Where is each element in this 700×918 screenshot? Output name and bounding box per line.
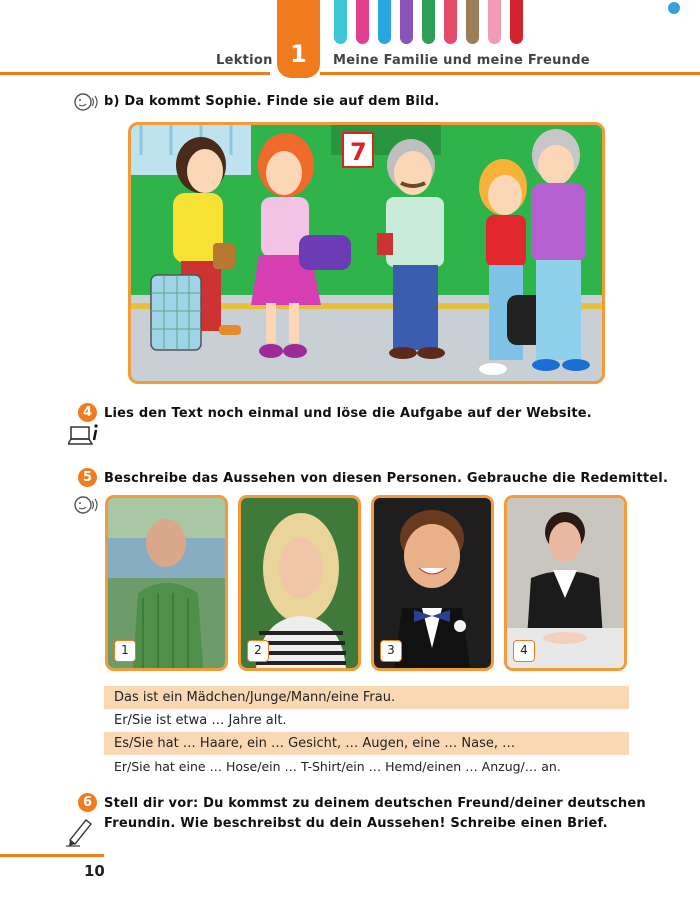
cartoon-illustration [128, 122, 605, 384]
svg-text:7: 7 [350, 138, 367, 166]
color-stripe [488, 0, 501, 44]
page-number: 10 [84, 862, 105, 880]
task-5-badge: 5 [78, 468, 97, 487]
task-b-text: b) Da kommt Sophie. Finde sie auf dem Bild. [104, 94, 440, 109]
speech-icon [72, 92, 98, 112]
photo-card-old-man [105, 495, 228, 671]
task-5-text: Beschreibe das Aussehen von diesen Personen. Gebrauche die Redemittel. [104, 471, 669, 486]
speech-icon [72, 495, 98, 515]
task-4-badge: 4 [78, 403, 97, 422]
redemittel-line-2: Er/Sie ist etwa … Jahre alt. [114, 713, 287, 728]
footer-rule [0, 854, 104, 857]
color-stripe [334, 0, 347, 44]
task-6-badge: 6 [78, 793, 97, 812]
pen-write-icon [64, 816, 94, 850]
photo-number: 1 [114, 640, 136, 662]
laptop-info-icon [68, 424, 100, 448]
photo-card-boy [371, 495, 494, 671]
task-6-line-2: Freundin. Wie beschreibst du dein Aussehen! Schreibe einen Brief. [104, 816, 608, 831]
color-stripe [400, 0, 413, 44]
lesson-number: 1 [290, 40, 307, 68]
color-stripe [378, 0, 391, 44]
redemittel-line-4: Er/Sie hat eine … Hose/ein … T-Shirt/ein … Hemd/einen … Anzug/… an. [114, 759, 561, 774]
photo-card-young-woman [238, 495, 361, 671]
task-4-text: Lies den Text noch einmal und löse die Aufgabe auf der Website. [104, 406, 592, 421]
redemittel-line-3: Es/Sie hat … Haare, ein … Gesicht, … Augen, eine … Nase, … [104, 732, 629, 755]
header-rule-left [0, 72, 270, 75]
header-rule-right [320, 72, 700, 75]
color-stripe [466, 0, 479, 44]
color-stripe [444, 0, 457, 44]
color-stripes [334, 0, 523, 44]
task-6-line-1: Stell dir vor: Du kommst zu deinem deutschen Freund/deiner deutschen [104, 796, 646, 811]
photo-number: 3 [380, 640, 402, 662]
publisher-logo-icon [668, 2, 680, 14]
color-stripe [356, 0, 369, 44]
photo-card-woman [504, 495, 627, 671]
color-stripe [422, 0, 435, 44]
lesson-title: Meine Familie und meine Freunde [333, 53, 590, 68]
redemittel-line-1: Das ist ein Mädchen/Junge/Mann/eine Frau. [104, 686, 629, 709]
lektion-label: Lektion [216, 53, 273, 68]
photo-number: 4 [513, 640, 535, 662]
color-stripe [510, 0, 523, 44]
photo-number: 2 [247, 640, 269, 662]
